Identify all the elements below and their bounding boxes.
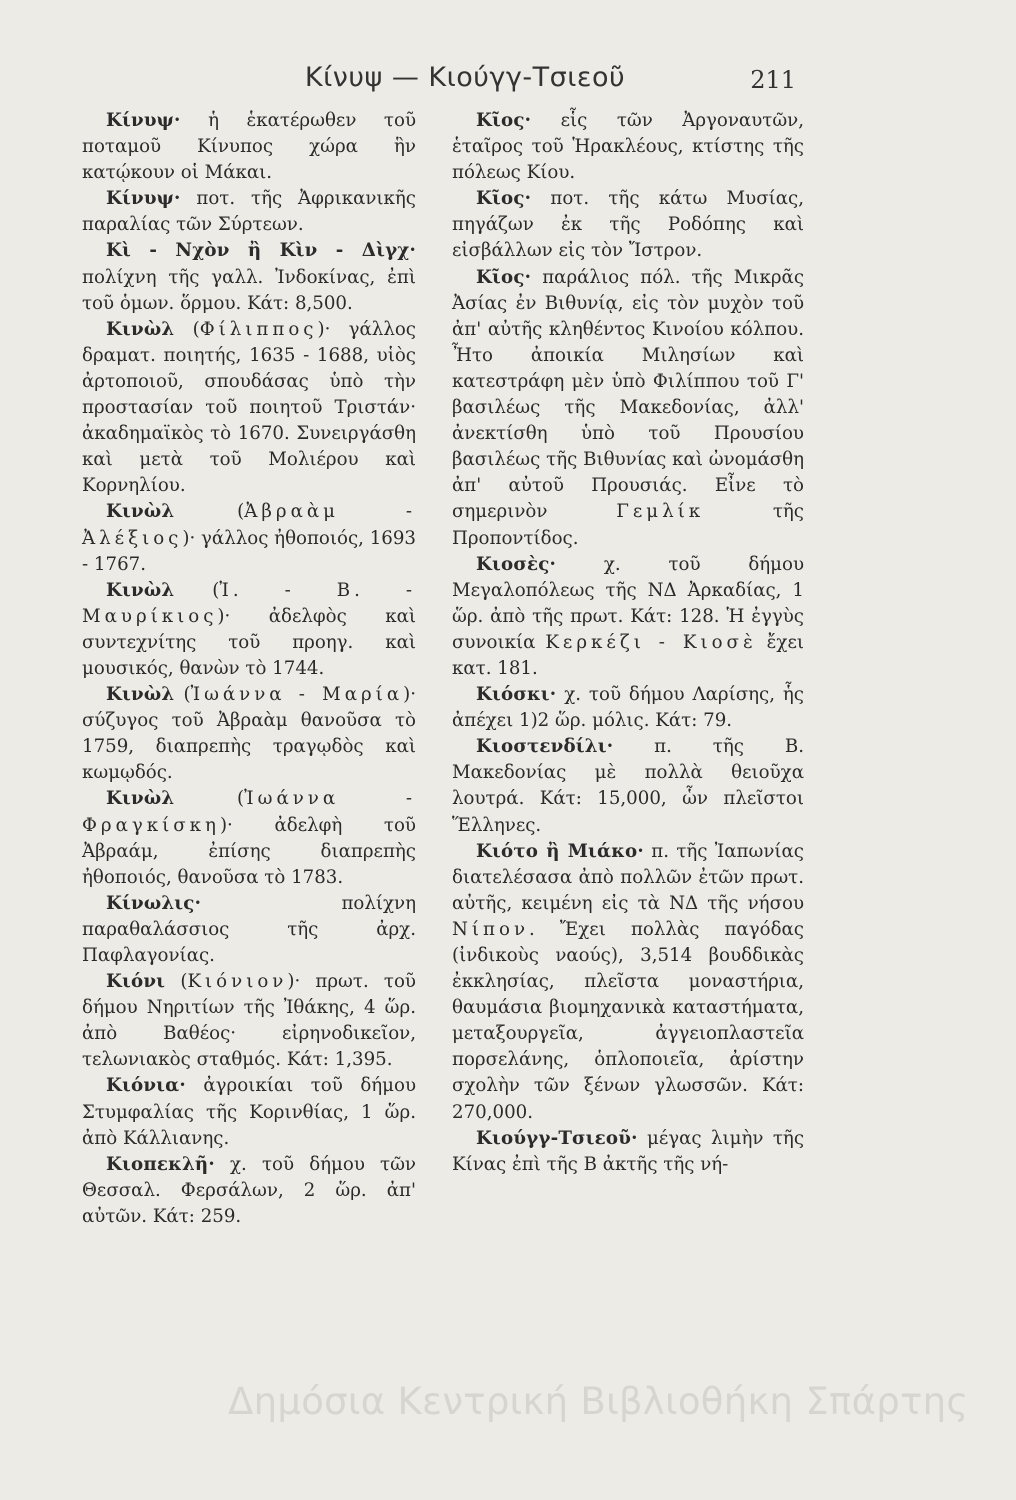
dictionary-entry	[452, 682, 804, 734]
dictionary-entry	[82, 1152, 416, 1230]
entry-headword: Κιούγγ-Τσιεοῦ·	[476, 1127, 638, 1149]
entry-spaced-name: Κιόνιον	[187, 971, 288, 993]
dictionary-entry	[82, 682, 416, 786]
dictionary-entry	[82, 578, 416, 682]
entry-text: (	[174, 579, 220, 601]
entry-headword: Κιοπεκλῆ·	[106, 1153, 215, 1175]
entry-headword: Κινὼλ	[106, 318, 175, 340]
entry-headword: Κιότο ἢ Μιάκο·	[476, 840, 644, 862]
dictionary-entry	[82, 317, 416, 500]
entry-text: π. τῆς Β. Μακεδονίας μὲ πολλὰ θειοῦχα λουτρά. Κάτ: 15,000, ὧν πλεῖστοι Ἕλληνες.	[452, 736, 804, 836]
dictionary-entry	[82, 238, 416, 316]
entry-spaced-name: Ἰωάννα - Μαρία	[190, 684, 404, 706]
entry-text: τῆς Προποντίδος.	[452, 501, 804, 549]
entry-text: χ. τοῦ δήμου Μεγαλοπόλεως τῆς ΝΔ Ἀρκαδίας, 1 ὥρ. ἀπὸ τῆς πρωτ. Κάτ: 128. Ἡ ἐγγὺς συνοικία	[452, 553, 804, 653]
entry-text: π. τῆς Ἰαπωνίας διατελέσασα ἀπὸ πολλῶν ἐτῶν πρωτ. αὐτῆς, κειμένη εἰς τὰ ΝΔ τῆς νήσου	[452, 840, 804, 914]
entry-spaced-name: Ἀβραὰμ - Ἀλέξιος	[82, 501, 416, 549]
dictionary-entry	[452, 734, 804, 838]
entry-headword: Κίνυψ·	[106, 110, 181, 131]
entry-spaced-name: Γεμλίκ	[616, 501, 705, 523]
entry-text: πολίχνη παραθαλάσσιος τῆς ἀρχ. Παφλαγονίας.	[82, 892, 416, 966]
entry-text: ἔχει κατ. 181.	[452, 631, 805, 679]
entry-spaced-name: Νίπον	[452, 918, 530, 940]
entry-text: (	[174, 318, 200, 340]
entry-text: )· γάλλος δραματ. ποιητής, 1635 - 1688, υἱὸς ἀρτοποιοῦ, σπουδάσας ὑπὸ τὴν προστασίαν τοῦ ποιητοῦ Τριστάν· ἀκαδημαϊκὸς τὸ 1670. Συνειργάσθη καὶ μετὰ τοῦ Μολιέρου καὶ Κορνηλίου.	[82, 318, 416, 497]
library-watermark: Δημόσια Κεντρική Βιβλιοθήκη Σπάρτης	[228, 1380, 969, 1423]
entry-spaced-name: Φίλιππος	[199, 318, 318, 340]
entry-headword: Κὶ - Νχὸν ἢ Κὶν - Δὶγχ·	[106, 240, 416, 262]
running-title: Κίνυψ — Κιούγγ-Τσιεοῦ	[304, 62, 626, 93]
entry-text: χ. τοῦ δήμου Λαρίσης, ἧς ἀπέχει 1)2 ὥρ. μόλις. Κάτ: 79.	[452, 684, 804, 732]
left-column	[82, 108, 416, 1230]
entry-spaced-name: Ἰωάννα - Φραγκίσκη	[82, 788, 416, 836]
dictionary-entry	[82, 969, 416, 1073]
dictionary-entry	[452, 552, 804, 682]
entry-text: χ. τοῦ δήμου τῶν Θεσσαλ. Φερσάλων, 2 ὥρ. ἀπ' αὐτῶν. Κάτ: 259.	[82, 1153, 416, 1227]
entry-headword: Κινὼλ	[106, 501, 175, 523]
dictionary-entry	[82, 1073, 416, 1151]
entry-spaced-name: Ἰ. - Β. - Μαυρίκιος	[82, 579, 416, 627]
entry-text: (	[174, 501, 245, 523]
entry-text: ἡ ἑκατέρωθεν τοῦ ποταμοῦ Κίνυπος χώρα ἣν κατῴκουν οἱ Μάκαι.	[82, 110, 416, 184]
entry-headword: Κίνυψ·	[106, 188, 181, 210]
entry-text: )· γάλλος ἠθοποιός, 1693 - 1767.	[82, 527, 416, 575]
entry-text: (	[174, 788, 245, 810]
entry-text: )· ἀδελφὴ τοῦ Ἀβραάμ, ἐπίσης διαπρεπὴς ἠθοποιός, θανοῦσα τὸ 1783.	[82, 814, 416, 888]
entry-headword: Κῖος·	[476, 266, 532, 288]
entry-headword: Κινὼλ	[106, 788, 175, 810]
entry-headword: Κιόνι	[106, 971, 166, 993]
entry-headword: Κῖος·	[476, 110, 532, 131]
entry-text: )· πρωτ. τοῦ δήμου Νηριτίων τῆς Ἰθάκης, 4 ὥρ. ἀπὸ Βαθέος· εἰρηνοδικεῖον, τελωνιακὸς σταθμός. Κάτ: 1,395.	[82, 971, 416, 1071]
entry-text: ἀγροικίαι τοῦ δήμου Στυμφαλίας τῆς Κορινθίας, 1 ὥρ. ἀπὸ Κάλλιανης.	[82, 1075, 416, 1149]
entry-headword: Κῖος·	[476, 188, 532, 210]
right-column	[452, 108, 804, 1178]
entry-headword: Κίνωλις·	[106, 892, 202, 914]
dictionary-entry	[452, 265, 804, 552]
entry-text: μέγας λιμὴν τῆς Κίνας ἐπὶ τῆς Β ἀκτῆς τῆς νή-	[452, 1127, 804, 1175]
dictionary-entry	[82, 499, 416, 577]
dictionary-entry	[452, 1126, 804, 1178]
entry-text: παράλιος πόλ. τῆς Μικρᾶς Ἀσίας ἐν Βιθυνίᾳ, εἰς τὸν μυχὸν τοῦ ἀπ' αὐτῆς κληθέντος Κινοίου κόλπου. Ἦτο ἀποικία Μιλησίων καὶ κατεστράφη μὲν ὑπὸ Φιλίππου τοῦ Γ' βασιλέως τῆς Μακεδονίας, ἀλλ' ἀνεκτίσθη ὑπὸ τοῦ Προυσίου βασιλέως τῆς Βιθυνίας καὶ ὠνομάσθη ἀπ' αὐτοῦ Προυσιάς. Εἶνε τὸ σημερινὸν	[452, 266, 804, 523]
entry-text: ποτ. τῆς κάτω Μυσίας, πηγάζων ἐκ τῆς Ροδόπης καὶ εἰσβάλλων εἰς τὸν Ἴστρον.	[452, 188, 804, 262]
dictionary-entry	[82, 891, 416, 969]
entry-text: )· ἀδελφὸς καὶ συντεχνίτης τοῦ προηγ. καὶ μουσικός, θανὼν τὸ 1744.	[82, 605, 416, 679]
entry-text: ποτ. τῆς Ἀφρικανικῆς παραλίας τῶν Σύρτεων.	[82, 188, 416, 236]
entry-text: (	[165, 971, 188, 993]
dictionary-entry	[82, 786, 416, 890]
entry-headword: Κιόνια·	[106, 1075, 186, 1097]
dictionary-entry	[452, 108, 804, 186]
dictionary-entry	[452, 839, 804, 1126]
entry-text: εἷς τῶν Ἀργοναυτῶν, ἑταῖρος τοῦ Ἡρακλέους, κτίστης τῆς πόλεως Κίου.	[452, 110, 804, 184]
page-number: 211	[750, 66, 796, 94]
entry-headword: Κινὼλ	[106, 579, 175, 601]
entry-headword: Κινὼλ	[106, 684, 175, 706]
entry-text: πολίχνη τῆς γαλλ. Ἰνδοκίνας, ἐπὶ τοῦ ὁμων. ὅρμου. Κάτ: 8,500.	[82, 266, 416, 314]
dictionary-entry	[82, 186, 416, 238]
entry-text: )· σύζυγος τοῦ Ἀβραὰμ θανοῦσα τὸ 1759, διαπρεπὴς τραγῳδὸς καὶ κωμῳδός.	[82, 684, 416, 784]
dictionary-entry	[452, 186, 804, 264]
entry-headword: Κιόσκι·	[476, 684, 557, 706]
entry-headword: Κιοστενδίλι·	[476, 736, 614, 758]
entry-headword: Κιοσὲς·	[476, 553, 557, 575]
entry-text: . Ἔχει πολλὰς παγόδας (ἰνδικοὺς ναούς), 3,514 βουδδικὰς ἐκκλησίας, πλεῖστα μοναστήρια, θαυμάσια βιομηχανικὰ καταστήματα, μεταξουργεῖα, ἀγγειοπλαστεῖα πορσελάνης, ὁπλοποιεῖα, ἀρίστην σχολὴν τῶν ξένων γλωσσῶν. Κάτ: 270,000.	[452, 918, 804, 1123]
dictionary-entry	[82, 108, 416, 186]
entry-text: (	[174, 684, 191, 706]
entry-spaced-name: Κερκέζι - Κιοσὲ	[545, 631, 757, 653]
